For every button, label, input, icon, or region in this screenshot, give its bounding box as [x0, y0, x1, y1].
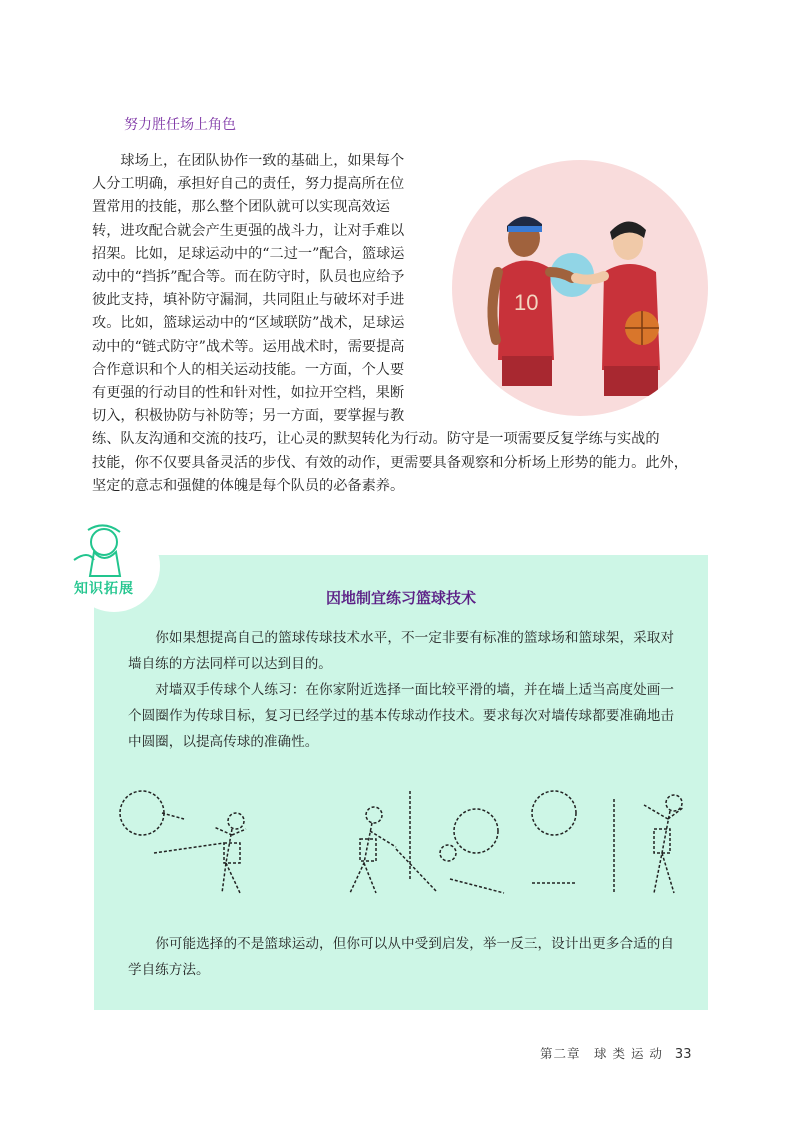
body-line: 动中的“链式防守”战术等。运用战术时，需要提高: [92, 338, 405, 355]
section-body: [92, 150, 718, 498]
body-line: 人分工明确，承担好自己的责任，努力提高所在位: [92, 176, 405, 193]
body-line: 有更强的行动目的性和针对性，如拉开空档，果断: [92, 385, 405, 402]
body-line: 攻。比如，篮球运动中的“区域联防”战术，足球运: [92, 315, 405, 332]
wall-pass-sketches: [114, 783, 689, 923]
page-footer: [540, 1044, 691, 1062]
page-number: 33: [674, 1047, 692, 1062]
section-heading: 努力胜任场上角色: [124, 117, 236, 133]
extension-closing: 你可能选择的不是篮球运动，但你可以从中受到启发，举一反三，设计出更多合适的自学自练方法。: [128, 936, 674, 978]
jersey-number: 10: [514, 290, 539, 315]
knowledge-extension-box: [94, 555, 708, 1010]
body-line: 招架。比如，足球运动中的“二过一”配合，篮球运: [92, 245, 405, 262]
body-line: 动中的“挡拆”配合等。而在防守时，队员也应给予: [92, 269, 405, 286]
extension-paragraph: 你如果想提高自己的篮球传球技术水平，不一定非要有标准的篮球场和篮球架，采取对墙自练的方法同样可以达到目的。: [128, 630, 674, 672]
body-line: 转，进攻配合就会产生更强的战斗力，让对手难以: [92, 222, 405, 239]
body-line: 切入，积极协防与补防等；另一方面，要掌握与教: [92, 408, 405, 425]
body-line: 坚定的意志和强健的体魄是每个队员的必备素养。: [92, 477, 405, 494]
knowledge-extension-badge: [68, 520, 160, 610]
chapter-label: 第二章 球 类 运 动: [540, 1046, 663, 1061]
body-line: 练、队友沟通和交流的技巧，让心灵的默契转化为行动。防守是一项需要反复学练与实战的: [92, 431, 660, 448]
extension-body: [128, 625, 674, 755]
body-line: 置常用的技能，那么整个团队就可以实现高效运: [92, 199, 390, 216]
extension-title: 因地制宜练习篮球技术: [325, 589, 476, 607]
body-line: 合作意识和个人的相关运动技能。一方面，个人要: [92, 361, 405, 378]
body-line: 彼此支持，填补防守漏洞，共同阻止与破坏对手进: [92, 292, 405, 309]
target-circle: [120, 791, 164, 835]
extension-paragraph: 对墙双手传球个人练习：在你家附近选择一面比较平滑的墙，并在墙上适当高度处画一个圆圈作为传球目标，复习已经学过的基本传球动作技术。要求每次对墙传球都要准确地击中圆圈，以提高传球的准确性。: [128, 682, 674, 750]
body-line: 球场上，在团队协作一致的基础上，如果每个: [120, 153, 405, 169]
badge-label: 知识拓展: [74, 581, 134, 597]
body-line: 技能，你不仅要具备灵活的步伐、有效的动作，更需要具备观察和分析场上形势的能力。此外，: [92, 454, 688, 471]
